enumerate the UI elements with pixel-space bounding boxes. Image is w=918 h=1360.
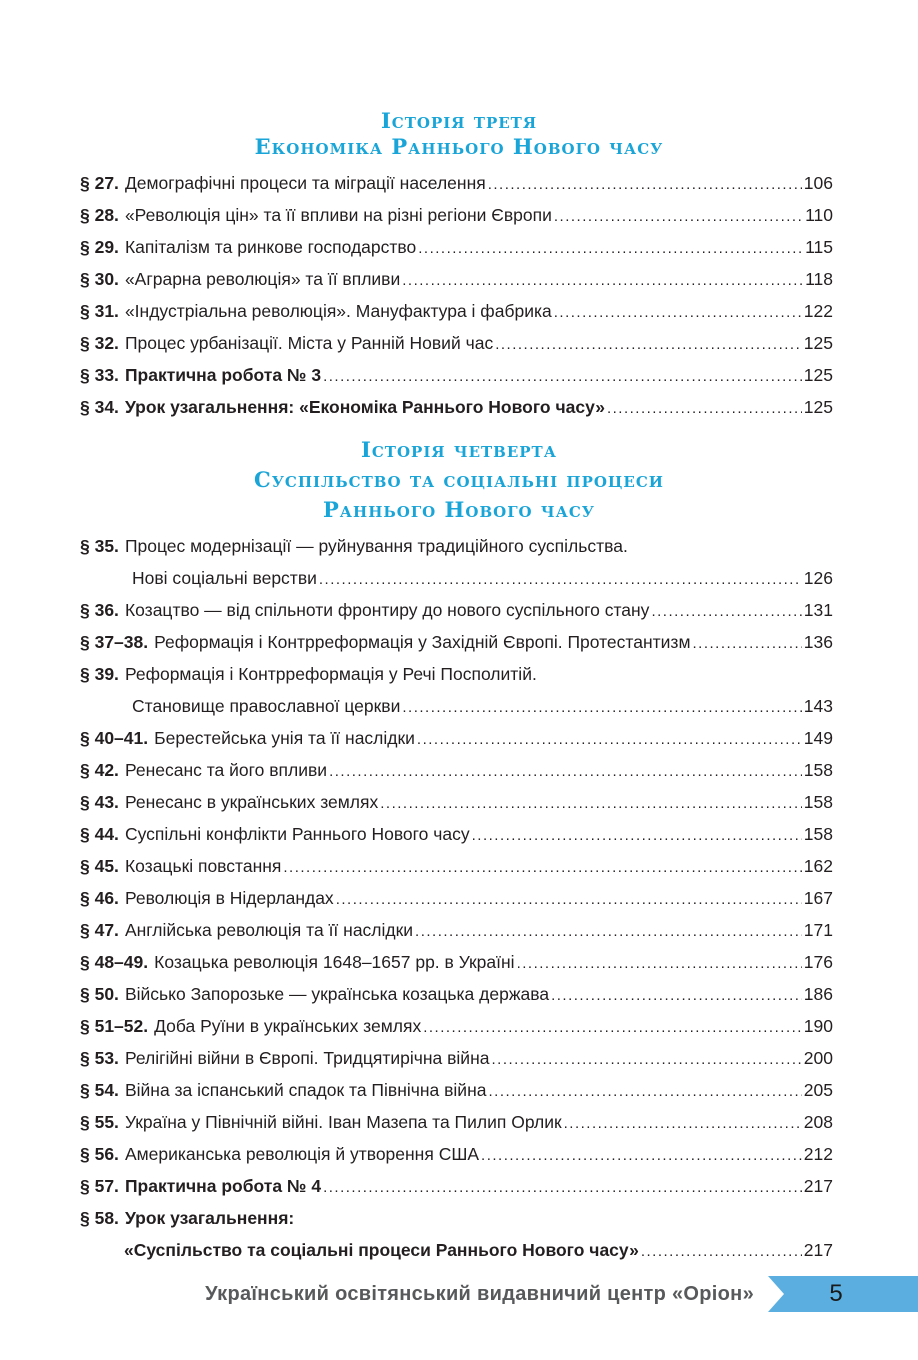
toc-entry[interactable] — [80, 626, 833, 658]
entry-number: § 32. — [80, 333, 119, 353]
entry-page: 106 — [803, 173, 833, 193]
entry-title: «Індустріальна революція». Мануфактура і фабрика — [124, 301, 552, 321]
toc-entry[interactable] — [80, 818, 833, 850]
entry-number: § 39. — [80, 664, 119, 684]
entry-number: § 43. — [80, 792, 119, 812]
entry-number: § 42. — [80, 760, 119, 780]
dot-leader — [283, 850, 801, 884]
entry-title: Україна у Північній війні. Іван Мазепа та Пилип Орлик — [124, 1112, 562, 1132]
entry-page: 115 — [805, 237, 833, 257]
entry-title: Ренесанс та його впливи — [124, 760, 328, 780]
entry-page: 171 — [803, 920, 833, 940]
toc-entry[interactable] — [80, 530, 833, 562]
publisher-name: Український освітянський видавничий центр «Оріон» — [205, 1283, 754, 1305]
dot-leader — [336, 882, 802, 916]
entry-number: § 51–52. — [80, 1016, 149, 1036]
entry-title: «Революція цін» та її впливи на різні регіони Європи — [124, 205, 552, 225]
entry-page: 136 — [803, 632, 833, 652]
entry-page: 190 — [803, 1016, 833, 1036]
story-three-label: Історія третя — [380, 108, 538, 133]
entry-title: Суспільні конфлікти Раннього Нового часу — [124, 824, 470, 844]
entry-title: Берестейська унія та її наслідки — [154, 728, 415, 748]
entry-number: § 35. — [80, 536, 119, 556]
entry-title: Ренесанс в українських землях — [124, 792, 379, 812]
entry-number: § 27. — [80, 173, 119, 193]
toc-entry-continuation[interactable] — [80, 562, 833, 594]
entry-title: Капіталізм та ринкове господарство — [124, 237, 417, 257]
entry-page: 125 — [803, 333, 833, 353]
story-three-title: Економіка Раннього Нового часу — [254, 134, 664, 159]
entry-title: Американська революція й утворення США — [124, 1144, 480, 1164]
toc-entry[interactable] — [80, 594, 833, 626]
dot-leader — [380, 786, 802, 820]
entry-title: Козацтво — від спільноти фронтиру до нового суспільного стану — [124, 600, 650, 620]
toc-entry[interactable] — [80, 1170, 833, 1202]
dot-leader — [415, 914, 802, 948]
entry-page: 167 — [803, 888, 833, 908]
entry-number: § 37–38. — [80, 632, 149, 652]
entry-page: 122 — [803, 301, 833, 321]
dot-leader — [607, 391, 802, 425]
toc-list-story-three — [80, 167, 833, 423]
dot-leader — [319, 562, 802, 596]
entry-page: 186 — [803, 984, 833, 1004]
entry-title: Англійська революція та її наслідки — [124, 920, 414, 940]
dot-leader — [641, 1234, 802, 1268]
entry-number: § 58. — [80, 1208, 119, 1228]
toc-entry[interactable] — [80, 231, 833, 263]
entry-title: Демографічні процеси та міграції населення — [124, 173, 486, 193]
toc-entry[interactable] — [80, 199, 833, 231]
toc-entry[interactable] — [80, 359, 833, 391]
entry-page: 217 — [803, 1176, 833, 1196]
entry-page: 125 — [803, 365, 833, 385]
toc-entry[interactable] — [80, 946, 833, 978]
dot-leader — [418, 231, 803, 265]
story-four-title-continued: Раннього Нового часу — [323, 497, 595, 522]
tab-notch-shape — [768, 1276, 784, 1312]
entry-title: Релігійні війни в Європі. Тридцятирічна війна — [124, 1048, 490, 1068]
entry-title: Процес урбанізації. Міста у Ранній Новий час — [124, 333, 494, 353]
dot-leader — [417, 722, 802, 756]
dot-leader — [692, 626, 801, 660]
entry-page: 176 — [803, 952, 833, 972]
entry-number: § 57. — [80, 1176, 119, 1196]
entry-title: «Аграрна революція» та її впливи — [124, 269, 401, 289]
entry-number: § 54. — [80, 1080, 119, 1100]
dot-leader — [488, 167, 802, 201]
dot-leader — [491, 1042, 801, 1076]
toc-entry[interactable] — [80, 882, 833, 914]
story-four-heading — [0, 435, 918, 525]
entry-page: 118 — [805, 269, 833, 289]
toc-entry[interactable] — [80, 1042, 833, 1074]
entry-title: Реформація і Контрреформація у Західній Європі. Протестантизм — [154, 632, 691, 652]
entry-number: § 46. — [80, 888, 119, 908]
dot-leader — [323, 359, 802, 393]
entry-number: § 47. — [80, 920, 119, 940]
dot-leader — [554, 295, 802, 329]
dot-leader — [517, 946, 802, 980]
entry-title: Урок узагальнення: «Економіка Раннього Нового часу» — [124, 397, 605, 417]
entry-page: 131 — [803, 600, 833, 620]
entry-page: 158 — [803, 760, 833, 780]
entry-number: § 40–41. — [80, 728, 149, 748]
toc-entry[interactable] — [80, 850, 833, 882]
dot-leader — [423, 1010, 802, 1044]
entry-title: Війна за іспанський спадок та Північна війна — [124, 1080, 487, 1100]
entry-number: § 34. — [80, 397, 119, 417]
entry-page: 158 — [803, 824, 833, 844]
entry-title: «Суспільство та соціальні процеси Раннього Нового часу» — [124, 1240, 639, 1260]
entry-number: § 50. — [80, 984, 119, 1004]
dot-leader — [551, 978, 802, 1012]
entry-number: § 45. — [80, 856, 119, 876]
entry-number: § 36. — [80, 600, 119, 620]
toc-entry[interactable] — [80, 1202, 833, 1234]
dot-leader — [488, 1074, 801, 1108]
entry-title: Практична робота № 4 — [124, 1176, 322, 1196]
page-number: 5 — [829, 1280, 843, 1307]
toc-entry[interactable] — [80, 658, 833, 690]
entry-page: 200 — [803, 1048, 833, 1068]
toc-entry[interactable] — [80, 978, 833, 1010]
entry-page: 208 — [803, 1112, 833, 1132]
toc-entry[interactable] — [80, 391, 833, 423]
dot-leader — [481, 1138, 802, 1172]
toc-entry-continuation[interactable] — [80, 1234, 833, 1266]
entry-page: 110 — [805, 205, 833, 225]
toc-entry[interactable] — [80, 1074, 833, 1106]
entry-title: Козацька революція 1648–1657 рр. в Україні — [154, 952, 515, 972]
toc-entry-continuation[interactable] — [80, 690, 833, 722]
entry-page: 162 — [803, 856, 833, 876]
entry-title: Військо Запорозьке — українська козацька держава — [124, 984, 550, 1004]
entry-page: 205 — [803, 1080, 833, 1100]
entry-number: § 55. — [80, 1112, 119, 1132]
story-three-heading — [0, 108, 918, 160]
entry-title: Становище православної церкви — [132, 696, 401, 716]
toc-list-story-four — [80, 530, 833, 1266]
entry-title: Доба Руїни в українських землях — [154, 1016, 422, 1036]
entry-page: 126 — [803, 568, 833, 588]
entry-number: § 31. — [80, 301, 119, 321]
page-footer — [0, 1276, 918, 1312]
entry-title: Нові соціальні верстви — [132, 568, 317, 588]
story-four-title: Суспільство та соціальні процеси — [254, 467, 664, 492]
entry-title: Процес модернізації — руйнування традиційного суспільства. — [124, 536, 628, 556]
toc-entry[interactable] — [80, 1010, 833, 1042]
toc-entry[interactable] — [80, 327, 833, 359]
entry-title: Реформація і Контрреформація у Речі Посполитій. — [124, 664, 537, 684]
entry-number: § 30. — [80, 269, 119, 289]
dot-leader — [329, 754, 802, 788]
toc-entry[interactable] — [80, 295, 833, 327]
page-number-tab — [768, 1276, 918, 1312]
entry-title: Практична робота № 3 — [124, 365, 322, 385]
toc-entry[interactable] — [80, 786, 833, 818]
toc-entry[interactable] — [80, 914, 833, 946]
toc-entry[interactable] — [80, 1106, 833, 1138]
entry-number: § 56. — [80, 1144, 119, 1164]
entry-page: 143 — [803, 696, 833, 716]
toc-entry[interactable] — [80, 722, 833, 754]
entry-page: 158 — [803, 792, 833, 812]
dot-leader — [402, 690, 801, 724]
entry-number: § 29. — [80, 237, 119, 257]
entry-page: 125 — [803, 397, 833, 417]
entry-page: 149 — [803, 728, 833, 748]
dot-leader — [651, 594, 801, 628]
dot-leader — [323, 1170, 802, 1204]
dot-leader — [564, 1106, 802, 1140]
entry-number: § 28. — [80, 205, 119, 225]
entry-number: § 44. — [80, 824, 119, 844]
dot-leader — [472, 818, 802, 852]
toc-entry[interactable] — [80, 167, 833, 199]
dot-leader — [495, 327, 802, 361]
entry-title: Козацькі повстання — [124, 856, 282, 876]
dot-leader — [402, 263, 803, 297]
dot-leader — [554, 199, 803, 233]
entry-number: § 53. — [80, 1048, 119, 1068]
entry-title: Урок узагальнення: — [124, 1208, 295, 1228]
entry-page: 212 — [803, 1144, 833, 1164]
toc-entry[interactable] — [80, 754, 833, 786]
story-four-label: Історія четверта — [361, 437, 557, 462]
entry-number: § 48–49. — [80, 952, 149, 972]
entry-number: § 33. — [80, 365, 119, 385]
toc-entry[interactable] — [80, 1138, 833, 1170]
entry-page: 217 — [803, 1240, 833, 1260]
toc-entry[interactable] — [80, 263, 833, 295]
entry-title: Революція в Нідерландах — [124, 888, 334, 908]
